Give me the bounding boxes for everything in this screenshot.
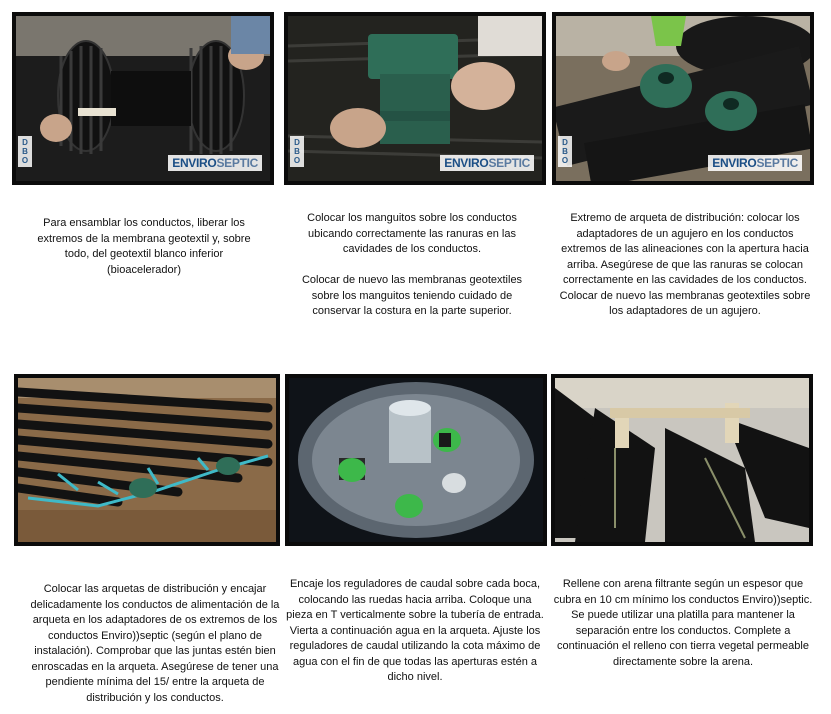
photo-step-3 [552,12,814,185]
photo-step-4-scene [18,378,276,542]
logo-right-text: SEPTIC [216,156,258,170]
logo-left-text: ENVIRO [444,156,489,170]
caption-step-2: Colocar los manguitos sobre los conductos ubicando correctamente las ranuras en las cavidades de los conductos. Colocar de nuevo las membranas geotextiles sobre los manguitos teniendo cuidado de conservar la costura en la parte superior. [301,212,523,317]
logo-left-text: ENVIRO [712,156,757,170]
photo-step-6-scene [555,378,809,542]
photo-step-5 [285,374,547,546]
photo-step-6 [551,374,813,546]
photo-step-2 [284,12,546,185]
envirosepticlogo [168,155,262,171]
photo-step-1 [12,12,274,185]
caption-step-1: Para ensamblar los conductos, liberar los extremos de la membrana geotextil y, sobre todo, del geotextil blanco inferior (bioacelerador) [37,217,251,276]
caption-step-3: Extremo de arqueta de distribución: colocar los adaptadores de un agujero en los conductos extremos de las alineaciones con la apertura hacia arriba. Asegúrese de que las ranuras se colocan correctamente en las cavidades de los conductos. Colocar de nuevo las membranas geotextiles sobre los adaptadores de un agujero. [559,212,811,317]
envirosepticlogo [440,155,534,171]
logo-right-text: SEPTIC [488,156,530,170]
caption-step-6: Rellene con arena filtrante según un espesor que cubra en 10 cm mínimo los conductos Enviro))septic. Se puede utilizar una platilla para mantener la separación entre los conductos. Complete a continuación el relleno con tierra vegetal permeable directamente sobre la arena. [553,578,813,668]
photo-step-4 [14,374,280,546]
logo-right-text: SEPTIC [756,156,798,170]
photo-step-5-scene [289,378,543,542]
caption-step-4: Colocar las arquetas de distribución y encajar delicadamente los conductos de alimentación de la arqueta en los adaptadores de os extremos de los conductos Enviro))septic (según el plano de instalación). Comprobar que las juntas estén bien enroscadas en la arqueta. Asegúrese de tener una pendiente mínima del 15/ entre la arqueta de distribución y los conductos. [30,583,280,704]
dbo-expert-badge: D B O [290,136,304,167]
dbo-expert-badge: D B O [18,136,32,167]
envirosepticlogo [708,155,802,171]
dbo-expert-badge: D B O [558,136,572,167]
caption-step-5: Encaje los reguladores de caudal sobre cada boca, colocando las ruedas hacia arriba. Coloque una pieza en T verticalmente sobre la tubería de entrada. Vierta a continuación agua en la arqueta. Ajuste los reguladores de caudal utilizando la cota máximo de agua con el fin de que todas las aperturas estén a dicho nivel. [286,578,544,683]
logo-left-text: ENVIRO [172,156,217,170]
